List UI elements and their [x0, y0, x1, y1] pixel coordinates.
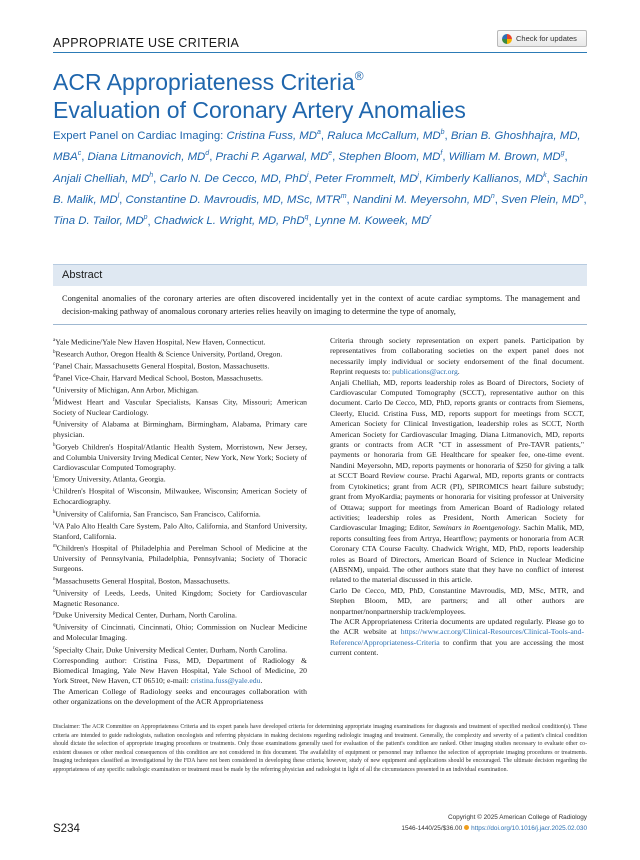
author-name: Prachi P. Agarwal, MDe	[215, 150, 333, 164]
affiliation-item: $^l$VA Palo Alto Health Care System, Palo Alto, California, and Stanford University, Stanford, California.	[53, 521, 307, 541]
affiliation-item: $^f$Midwest Heart and Vascular Specialists, Kansas City, Missouri; American Society of Nuclear Cardiology.	[53, 397, 307, 417]
author-name: Kimberly Kallianos, $MD^k$	[425, 171, 547, 185]
affiliation-item: $^n$Massachusetts General Hospital, Boston, Massachusetts.	[53, 576, 230, 586]
author-name: Raluca McCallum, $MD^b$	[327, 129, 445, 142]
affiliation-list	[53, 336, 307, 656]
article-title: ACR Appropriateness Criteria® Evaluation of Coronary Artery Anomalies	[53, 69, 466, 123]
doi-icon	[464, 825, 469, 830]
affiliation-item: $^g$University of Alabama at Birmingham, Birmingham, Alabama, Primary care physician.	[53, 419, 307, 440]
header-rule	[53, 52, 587, 53]
corresponding-author: Corresponding author: Cristina Fuss, MD, Department of Radiology & Biomedical Imaging, Yale New Haven Hospital, Yale School of Medicine, 20 York Street, New Haven, CT 06510; e-mail: cristina.fuss@yale.edu.	[53, 655, 307, 686]
author-name: William M. Brown, $MD^g$	[448, 150, 565, 164]
doi-link[interactable]: https://doi.org/10.1016/j.jacr.2025.02.030	[471, 825, 587, 832]
affiliation-item: $^r$Specialty Chair, Duke University Medical Center, Durham, North Carolina.	[53, 645, 288, 655]
issn-doi	[401, 825, 587, 832]
affiliation-item: $^d$Panel Vice-Chair, Harvard Medical School, Boston, Massachusetts.	[53, 373, 263, 383]
author-list: Expert Panel on Cardiac Imaging: Cristina Fuss, $MD^a$, Raluca McCallum, $MD^b$, Brian B. Ghoshhajra, MD, MBA$^c$, Diana Litmanovich, $MD^d$, Prachi P. Agarwal, MDe, Stephen Bloom, $MD^f$, William M. Brown, $MD^g$, Anjali Chelliah, $MD^h$, Carlo N. De Cecco, MD, PhD$^i$, Peter Frommelt, $MD^j$, Kimberly Kallianos, $MD^k$, Sachin B. Malik, $MD^l$, Constantine D. Mavroudis, MD, MSc, MTR$^m$, Nandini M. Meyersohn, $MD^n$, Sven Plein, $MD^o$, Tina D. Tailor, $MD^p$, Chadwick L. Wright, MD, PhD$^q$, Lynne M. Koweek, $MD^r$	[53, 129, 588, 228]
copyright: Copyright © 2025 American College of Radiology	[448, 814, 587, 821]
author-name: Cristina Fuss, $MD^a$	[226, 129, 321, 142]
reprint-email-link[interactable]: publications@acr.org	[392, 367, 458, 377]
author-name: Sachin B. Malik, $MD^l$	[53, 172, 588, 206]
author-name: Anjali Chelliah, $MD^h$	[53, 171, 154, 185]
author-name: Lynne M. Koweek, $MD^r$	[314, 214, 432, 228]
author-name: Chadwick L. Wright, MD, PhD$^q$	[153, 214, 309, 228]
affiliation-item: $^k$University of California, San Francisco, San Francisco, California.	[53, 509, 261, 519]
section-label: APPROPRIATE USE CRITERIA	[53, 36, 240, 50]
affiliation-item: $^e$University of Michigan, Ann Arbor, Michigan.	[53, 385, 199, 395]
disclosures-paragraph: Anjali Chelliah, MD, reports leadership roles as Board of Directors, Society of Cardiovascular Computed Tomography (SCCT), representative author on this document. Carlo De Cecco, MD, PhD, reports grants or contracts from Siemens, Cleerly, Elucid. Cristina Fuss, MD, reports support for meetings from SCCT, American Society for Clinical Investigation, leadership roles as SCCT, North American Society for Cardiovascular Imaging. Diana Litmanovich, MD, reports grants or contracts from ACR "CT in assessment of Pre-TAVR patients," payments or honoraria from GE Healthcare for speaker fee, one-time event. Nandini Meyersohn, MD, reports payments or honoraria of $250 for giving a talk at SCCT Board Review course. Prachi Agarwal, MD, reports grants or contracts from Cytokinetics; grant from ACR (PI), SPIROMICS heart failure substudy; grant from MyoKardia; payments or honoraria for visiting professor at University of Ottawa; support for meetings from American Board of Radiology related activities; leadership roles as President, North American Society for Cardiovascular Imaging; Editor, Seminars in Roentgenology. Sachin Malik, MD, reports consulting fees from Artrya, Heartflow; payments or honoraria from ACR Coronary CTA Course Faculty. Chadwick Wright, MD, PhD, reports leadership roles as Board of Directors, American Board of Science in Nuclear Medicine (ABSNM), unpaid. The other authors state that they have no conflict of interest related to the material discussed in this article.	[330, 377, 584, 585]
affiliation-item: $^b$Research Author, Oregon Health & Science University, Portland, Oregon.	[53, 349, 283, 359]
affiliation-item: $^c$Panel Chair, Massachusetts General Hospital, Boston, Massachusetts.	[53, 361, 270, 371]
author-name: Nandini M. Meyersohn, $MD^n$	[352, 193, 495, 206]
issn: 1546-1440/25/$36.00	[401, 825, 463, 832]
abstract-rule	[53, 324, 587, 325]
author-name: Diana Litmanovich, $MD^d$	[87, 150, 210, 164]
affiliation-item: $^h$Goryeb Children's Hospital/Atlantic Health System, Morristown, New Jersey, and Columbia University Irving Medical Center, New York, New York; Society of Cardiovascular Computed Tomography.	[53, 442, 307, 472]
author-name: Constantine D. Mavroudis, MD, MSc, MTR$^m$	[125, 193, 347, 206]
affiliation-item: $^o$University of Leeds, Leeds, United Kingdom; Society for Cardiovascular Magnetic Resonance.	[53, 588, 307, 608]
affiliation-item: $^i$Emory University, Atlanta, Georgia.	[53, 474, 166, 484]
check-for-updates-label: Check for updates	[516, 34, 577, 43]
affiliation-item: $^j$Children's Hospital of Wisconsin, Milwaukee, Wisconsin; American Society of Echocardiography.	[53, 486, 307, 507]
author-name: Stephen Bloom, $MD^f$	[338, 150, 443, 164]
right-column	[330, 336, 584, 659]
affiliation-item: $^q$University of Cincinnati, Cincinnati, Ohio; Commission on Nuclear Medicine and Molecular Imaging.	[53, 622, 307, 643]
affiliation-item: $^a$Yale Medicine/Yale New Haven Hospital, New Haven, Connecticut.	[53, 337, 266, 347]
author-name: Peter Frommelt, $MD^j$	[314, 171, 419, 185]
author-name: Sven Plein, $MD^o$	[501, 193, 584, 206]
disclaimer: Disclaimer: The ACR Committee on Appropriateness Criteria and its expert panels have developed criteria for determining appropriate imaging examinations for diagnosis and treatment of specified medical condition(s). These criteria are intended to guide radiologists, radiation oncologists and referring physicians in making decisions regarding radiologic imaging and treatment. Generally, the complexity and severity of a patient's clinical condition should dictate the selection of appropriate imaging procedures or treatments. Only those examinations generally used for evaluation of the patient's condition are ranked. Other imaging studies necessary to evaluate other co-existent diseases or other medical consequences of this condition are not considered in this document. The availability of equipment or personnel may influence the selection of appropriate imaging procedures or treatments. Imaging techniques classified as investigational by the FDA have not been considered in developing these criteria; however, study of new equipment and applications should be encouraged. The ultimate decision regarding the appropriateness of any specific radiologic examination or treatment must be made by the referring physician and radiologist in light of all the circumstances presented in an individual examination.	[53, 724, 587, 773]
author-name: Carlo N. De Cecco, MD, PhD$^i$	[159, 171, 309, 185]
affiliation-item: $^p$Duke University Medical Center, Durham, North Carolina.	[53, 610, 237, 620]
reprint-paragraph: Criteria through society representation on expert panels. Participation by representatives from collaborating societies on the expert panel does not necessarily imply individual or society endorsement of the final document. Reprint requests to: publications@acr.org.	[330, 336, 584, 377]
panel-label: Expert Panel on Cardiac Imaging:	[53, 129, 227, 142]
abstract-text: Congenital anomalies of the coronary arteries are often discovered incidentally yet in the context of acute cardiac symptoms. The management and decision-making pathway of anomalous coronary arteries relies heavily on imaging to determine the type of anomaly,	[62, 294, 580, 316]
author-name: Brian B. Ghoshhajra, MD, MBA$^c$	[53, 129, 581, 164]
left-column	[53, 336, 307, 708]
abstract-heading-bar	[53, 264, 587, 286]
author-name: Tina D. Tailor, $MD^p$	[53, 214, 148, 228]
crossmark-icon	[502, 34, 512, 44]
update-paragraph: The ACR Appropriateness Criteria documents are updated regularly. Please go to the ACR website at https://www.acr.org/Clinical-Resources/Clinical-Tools-and-Reference/Appropriateness-Criteria to confirm that you are accessing the most current content.	[330, 616, 584, 658]
affiliation-item: $^m$Children's Hospital of Philadelphia and Perelman School of Medicine at the University of Pennsylvania, Philadelphia, Pennsylvania; Society of Thoracic Surgeons.	[53, 543, 307, 574]
check-for-updates-button[interactable]	[497, 30, 587, 47]
acr-collaboration-text: The American College of Radiology seeks and encourages collaboration with other organizations on the development of the ACR Appropriateness	[53, 686, 307, 707]
abstract-heading: Abstract	[62, 269, 103, 281]
partner-paragraph: Carlo De Cecco, MD, PhD, Constantine Mavroudis, MD, MSc, MTR, and Stephen Bloom, MD, are partners; and all other authors are nonpartner/nonpartnership track/employees.	[330, 585, 584, 616]
page-number: S234	[53, 823, 80, 835]
acr-website-link[interactable]: https://www.acr.org/Clinical-Resources/Clinical-Tools-and-Reference/Appropriateness-Criteria	[330, 627, 584, 647]
corresponding-email-link[interactable]: cristina.fuss@yale.edu	[190, 676, 261, 686]
